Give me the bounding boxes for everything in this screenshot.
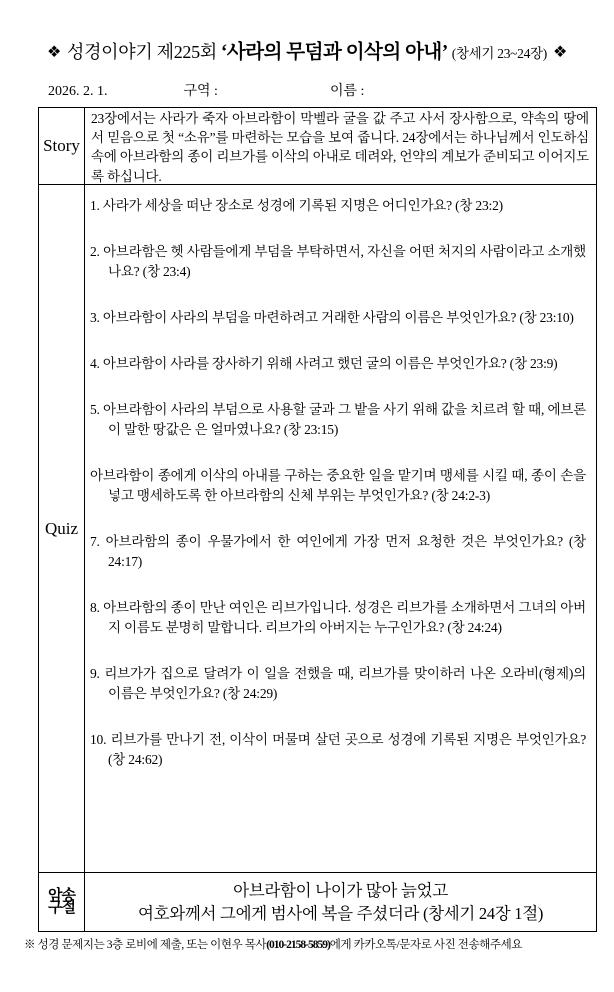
quiz-row-label — [39, 185, 85, 873]
quiz-label-text: Quiz — [44, 518, 79, 538]
memory-verse-text — [85, 873, 596, 931]
date-text: 2026. 2. 1. — [48, 84, 108, 99]
worksheet-table — [38, 107, 597, 932]
name-field-label: 이름 : — [329, 84, 365, 99]
quiz-question: 5. 아브라함이 사라의 부덤으로 사용할 굴과 그 밭을 사기 위해 값을 치르려 할 때, 에브론이 말한 땅값은 은 얼마였나요? (창 23:15) — [90, 402, 586, 437]
quiz-question: 10. 리브가를 만나기 전, 이삭이 머물며 살던 곳으로 성경에 기록된 지명은 부엇인가요? (창 24:62) — [90, 732, 586, 767]
district-field-label: 구역 : — [183, 84, 218, 99]
story-text: 23장에서는 사라가 죽자 아브라함이 막벨라 굴을 값 주고 사서 장사함으로, 약속의 땅에서 믿음으로 첫 “소유”를 마련하는 모습을 보여 줍니다. 24장에서는 하나님께서 인도하심 속에 아브라함의 종이 리브가를 이삭의 아내로 데려와, 언약의 계보가 준비되고 이어지도록 하십니다. — [91, 111, 589, 184]
quiz-question: 8. 아브라함의 종이 만난 여인은 리브가입니다. 성경은 리브가를 소개하면서 그녀의 아버지 이름도 분명히 말합니다. 리브가의 아버지는 누구인가요? (창 24:24) — [90, 600, 586, 635]
quiz-question: 3. 아브라함이 사라의 부덤을 마련하려고 거래한 사람의 이름은 부엇인가요? (창 23:10) — [90, 310, 574, 325]
story-row-label — [39, 108, 85, 185]
memory-verse-label-line1: 암송 — [48, 888, 75, 904]
quiz-question-list — [85, 185, 596, 770]
quiz-row-content — [85, 185, 596, 873]
title-scripture-ref: (창세기 23~24장) — [451, 46, 547, 61]
quiz-question: 7. 아브라함의 종이 우물가에서 한 여인에게 가장 먼저 요청한 것은 부엇인가요? (창 24:17) — [90, 534, 586, 569]
memory-verse-row-content — [85, 873, 596, 931]
title-prefix: 성경이야기 제225회 — [67, 42, 217, 62]
quiz-question: 4. 아브라함이 사라를 장사하기 위해 사려고 했던 굴의 이름은 부엇인가요? (창 23:9) — [90, 356, 558, 371]
info-line — [0, 80, 614, 100]
pastor-phone-number: (010-2158-5859) — [266, 939, 330, 951]
quiz-question: 9. 리브가가 집으로 달려가 이 일을 전했을 때, 리브가를 맞이하러 나온 오라비(형제)의 이름은 부엇인가요? (창 24:29) — [90, 666, 586, 701]
memory-verse-line2: 여호와께서 그에게 범사에 복을 주셨더라 (창세기 24장 1절) — [137, 904, 544, 923]
story-label-text: Story — [43, 136, 80, 155]
quiz-question: 2. 아브라함은 헷 사람들에게 부덤을 부탁하면서, 자신을 어떤 처지의 사람이라고 소개했나요? (창 23:4) — [90, 244, 586, 279]
story-row-content — [85, 108, 596, 185]
diamond-icon: ❖ — [46, 44, 61, 61]
submission-note-suffix: 에게 카카오톡/문자로 사진 전송해주세요 — [329, 939, 523, 951]
memory-verse-line1: 아브라함이 나이가 많아 늙었고 — [233, 881, 448, 900]
memory-verse-label-line2: 구절 — [48, 900, 75, 916]
memory-verse-row-label — [39, 873, 85, 931]
submission-note-prefix: ※ 성경 문제지는 3층 로비에 제출, 또는 이현우 목사 — [24, 939, 267, 951]
quiz-question: 1. 사라가 세상을 떠난 장소로 성경에 기록된 지명은 어디인가요? (창 23:2) — [90, 198, 503, 213]
quiz-question: 아브라함이 종에게 이삭의 아내를 구하는 중요한 일을 맡기며 맹세를 시킬 때, 종이 손을 넣고 맹세하도록 한 아브라함의 신체 부위는 부엇인가요? (창 24:2-3) — [90, 468, 586, 503]
title-main: ‘사라의 무덤과 이삭의 아내’ — [220, 42, 448, 63]
page-title — [0, 36, 614, 64]
submission-note — [24, 936, 602, 952]
diamond-icon: ❖ — [552, 44, 568, 61]
